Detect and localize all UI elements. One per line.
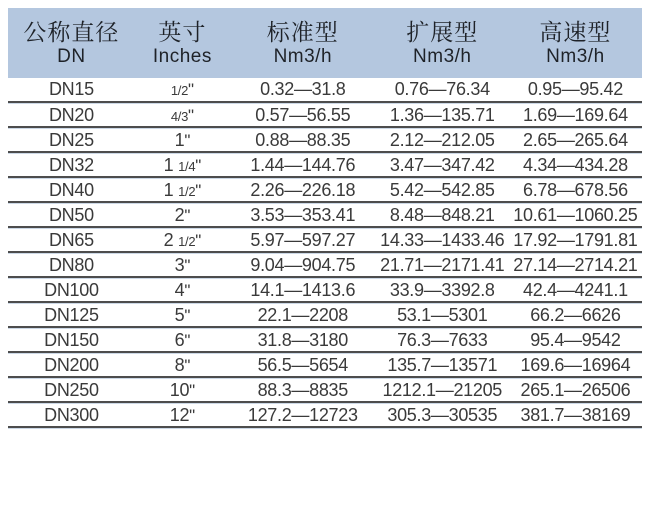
inch-whole: 6 [174,329,185,350]
cell-extended-range: 1212.1—21205 [376,378,509,403]
cell-highspeed-range: 66.2—6626 [509,303,642,328]
flow-spec-table [8,8,642,428]
cell-highspeed-range: 42.4—4241.1 [509,278,642,303]
inch-unit-mark: " [189,405,195,425]
inch-unit-mark: " [184,255,191,275]
cell-standard-range: 127.2—12723 [230,403,376,428]
header-col-highspeed [509,8,642,78]
cell-inches [135,178,230,203]
header-row [8,8,642,78]
cell-standard-range: 31.8—3180 [230,328,376,353]
cell-standard-range: 14.1—1413.6 [230,278,376,303]
table-row [8,328,642,353]
cell-inches [135,253,230,278]
cell-dn: DN150 [8,328,135,353]
cell-extended-range: 53.1—5301 [376,303,509,328]
inch-whole: 4 [174,279,185,300]
cell-highspeed-range: 1.69—169.64 [509,103,642,128]
cell-extended-range: 135.7—13571 [376,353,509,378]
cell-extended-range: 76.3—7633 [376,328,509,353]
inch-whole: 12 [169,404,190,425]
cell-dn: DN250 [8,378,135,403]
inch-unit-mark: " [195,230,202,250]
cell-standard-range: 5.97—597.27 [230,228,376,253]
header-col-inches [135,8,230,78]
cell-dn: DN25 [8,128,135,153]
header-highspeed-unit: Nm3/h [546,46,605,68]
table-row [8,203,642,228]
cell-highspeed-range: 10.61—1060.25 [509,203,642,228]
cell-standard-range: 22.1—2208 [230,303,376,328]
inch-whole: 5 [174,304,185,325]
cell-inches [135,378,230,403]
cell-extended-range: 21.71—2171.41 [376,253,509,278]
spec-table-body [8,78,642,428]
inch-unit-mark: " [184,280,191,300]
header-dn-sub: DN [57,46,86,68]
inch-whole: 2 [163,229,179,250]
inch-whole: 10 [169,379,190,400]
inch-whole: 1 [163,179,179,200]
cell-highspeed-range: 6.78—678.56 [509,178,642,203]
table-row [8,103,642,128]
cell-extended-range: 3.47—347.42 [376,153,509,178]
cell-dn: DN20 [8,103,135,128]
cell-highspeed-range: 0.95—95.42 [509,78,642,103]
table-row [8,178,642,203]
header-standard-unit: Nm3/h [273,46,333,68]
cell-standard-range: 1.44—144.76 [230,153,376,178]
table-row [8,378,642,403]
cell-dn: DN200 [8,353,135,378]
cell-highspeed-range: 169.6—16964 [509,353,642,378]
cell-highspeed-range: 17.92—1791.81 [509,228,642,253]
cell-highspeed-range: 27.14—2714.21 [509,253,642,278]
cell-inches [135,328,230,353]
cell-dn: DN125 [8,303,135,328]
cell-inches [135,78,230,103]
cell-extended-range: 305.3—30535 [376,403,509,428]
cell-dn: DN50 [8,203,135,228]
cell-dn: DN100 [8,278,135,303]
table-row [8,153,642,178]
inch-unit-mark: " [184,355,191,375]
inch-whole: 1 [163,154,179,175]
cell-standard-range: 0.88—88.35 [230,128,376,153]
cell-highspeed-range: 4.34—434.28 [509,153,642,178]
table-row [8,78,642,103]
cell-standard-range: 2.26—226.18 [230,178,376,203]
cell-dn: DN32 [8,153,135,178]
cell-highspeed-range: 381.7—38169 [509,403,642,428]
cell-extended-range: 5.42—542.85 [376,178,509,203]
cell-standard-range: 0.32—31.8 [230,78,376,103]
table-row [8,128,642,153]
header-highspeed-cn: 高速型 [539,18,612,45]
header-extended-unit: Nm3/h [413,46,472,68]
table-bottom-highlight [8,428,642,429]
inch-unit-mark: " [184,205,191,225]
cell-extended-range: 8.48—848.21 [376,203,509,228]
inch-fraction: 1/2 [178,233,196,249]
inch-whole: 3 [174,254,185,275]
table-row [8,253,642,278]
cell-dn: DN15 [8,78,135,103]
cell-inches [135,203,230,228]
inch-fraction: 1/2 [178,183,196,199]
cell-inches [135,303,230,328]
cell-dn: DN80 [8,253,135,278]
cell-inches [135,353,230,378]
header-col-extended [376,8,509,78]
inch-unit-mark: " [184,330,191,350]
header-inches-cn: 英寸 [158,18,207,45]
header-col-dn [8,8,135,78]
table-row [8,303,642,328]
header-inches-sub: Inches [152,46,212,68]
cell-highspeed-range: 95.4—9542 [509,328,642,353]
inch-whole: 2 [174,204,185,225]
cell-extended-range: 2.12—212.05 [376,128,509,153]
cell-dn: DN300 [8,403,135,428]
table-row [8,353,642,378]
inch-fraction: 4/3 [170,108,189,124]
cell-extended-range: 33.9—3392.8 [376,278,509,303]
cell-standard-range: 9.04—904.75 [230,253,376,278]
table-row [8,403,642,428]
cell-inches [135,128,230,153]
cell-extended-range: 0.76—76.34 [376,78,509,103]
header-standard-cn: 标准型 [266,18,339,45]
cell-standard-range: 88.3—8835 [230,378,376,403]
header-dn-cn: 公称直径 [23,18,120,45]
cell-inches [135,403,230,428]
cell-standard-range: 0.57—56.55 [230,103,376,128]
inch-unit-mark: " [188,80,194,99]
table-row [8,228,642,253]
inch-unit-mark: " [195,180,202,200]
table-header [8,8,642,78]
cell-highspeed-range: 2.65—265.64 [509,128,642,153]
cell-dn: DN40 [8,178,135,203]
cell-extended-range: 14.33—1433.46 [376,228,509,253]
header-extended-cn: 扩展型 [406,18,479,45]
header-col-standard [230,8,376,78]
cell-highspeed-range: 265.1—26506 [509,378,642,403]
cell-dn: DN65 [8,228,135,253]
cell-inches [135,153,230,178]
cell-inches [135,103,230,128]
inch-unit-mark: " [189,380,195,400]
inch-unit-mark: " [184,130,191,150]
cell-standard-range: 56.5—5654 [230,353,376,378]
inch-whole: 8 [174,354,185,375]
inch-unit-mark: " [184,305,191,325]
inch-unit-mark: " [195,155,202,175]
cell-standard-range: 3.53—353.41 [230,203,376,228]
inch-unit-mark: " [188,105,194,125]
cell-extended-range: 1.36—135.71 [376,103,509,128]
cell-inches [135,278,230,303]
inch-whole: 1 [174,129,185,150]
inch-fraction: 1/2 [170,83,189,98]
inch-fraction: 1/4 [178,158,196,174]
cell-inches [135,228,230,253]
table-row [8,278,642,303]
